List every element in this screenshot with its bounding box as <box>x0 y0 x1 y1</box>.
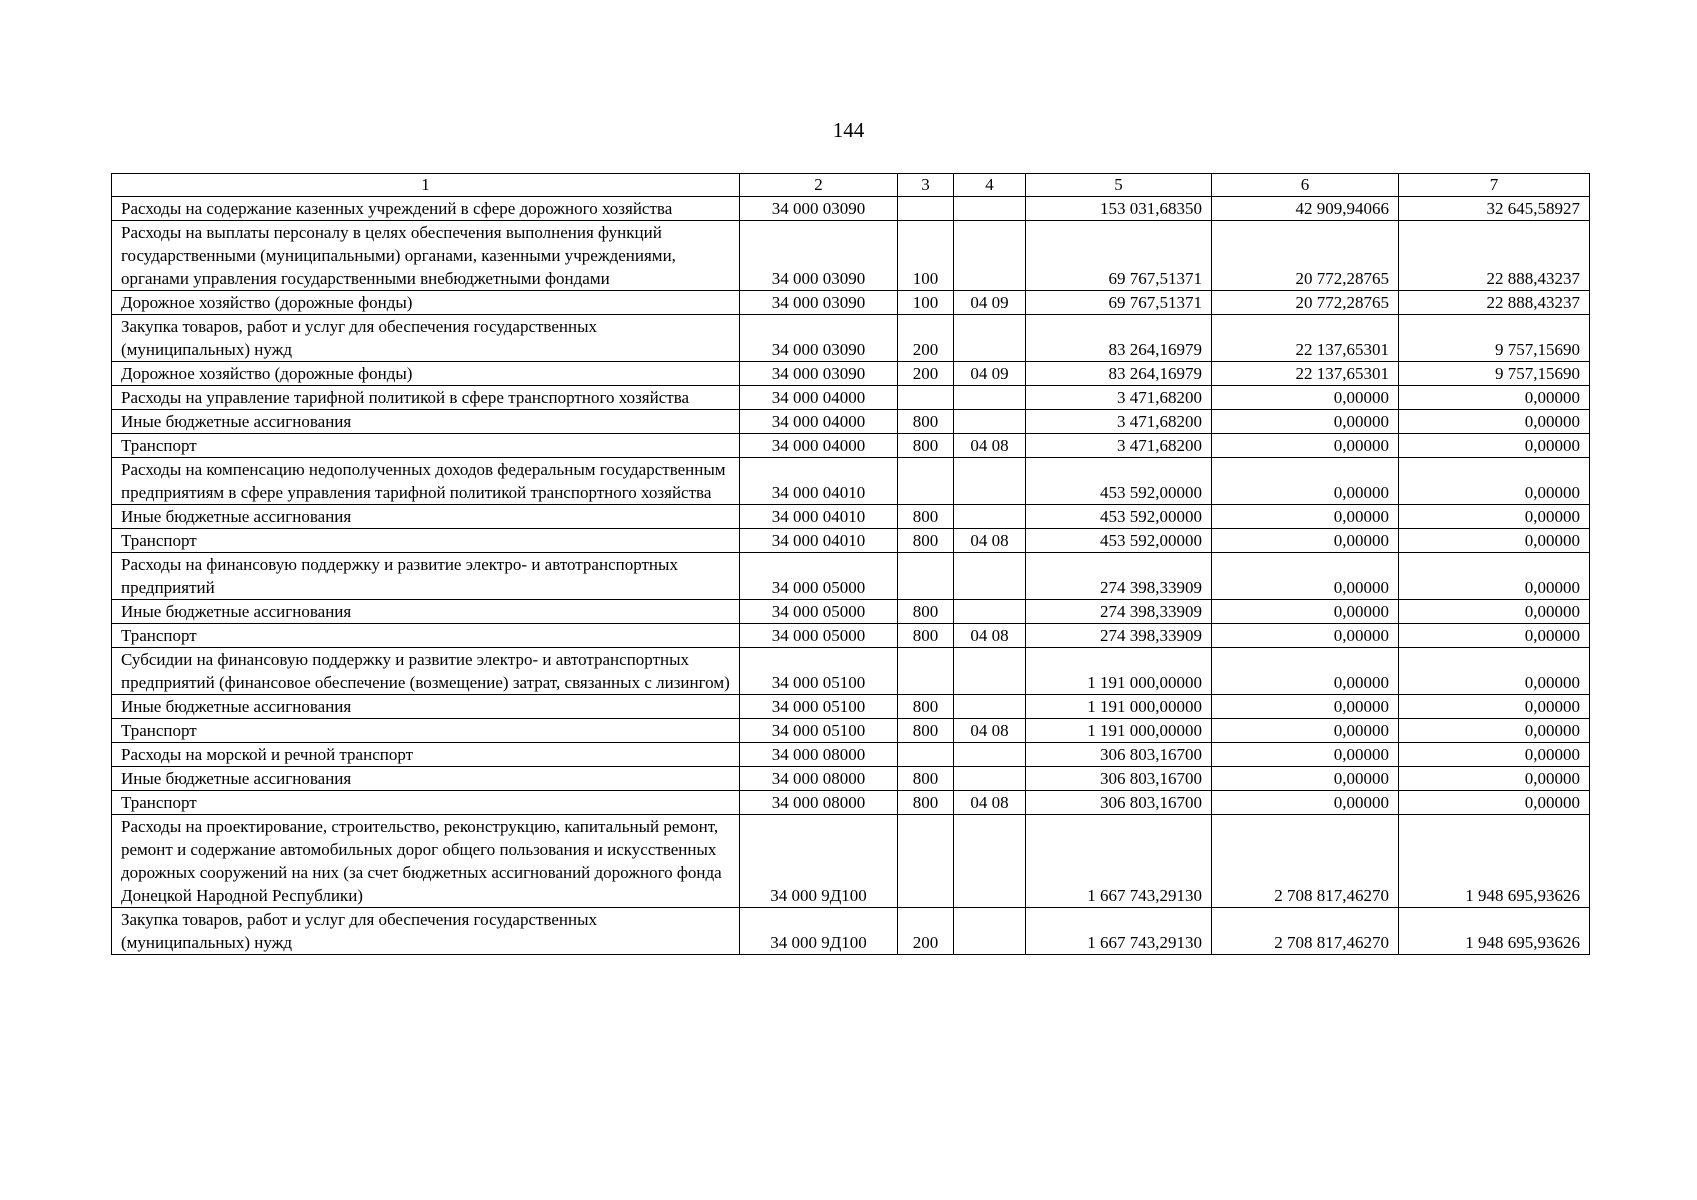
amount-year-1-cell: 1 191 000,00000 <box>1026 719 1212 743</box>
expense-type-cell: 800 <box>898 529 954 553</box>
table-row <box>112 648 1590 695</box>
target-code-cell: 34 000 04000 <box>740 434 898 458</box>
header-col-7: 7 <box>1399 174 1590 197</box>
expense-type-cell: 800 <box>898 410 954 434</box>
amount-year-3-cell: 0,00000 <box>1399 386 1590 410</box>
expense-type-cell: 100 <box>898 291 954 315</box>
target-code-cell: 34 000 05100 <box>740 695 898 719</box>
target-code-cell: 34 000 03090 <box>740 221 898 291</box>
amount-year-1-cell: 453 592,00000 <box>1026 505 1212 529</box>
amount-year-3-cell: 0,00000 <box>1399 529 1590 553</box>
table-row <box>112 386 1590 410</box>
section-code-cell: 04 08 <box>954 719 1026 743</box>
amount-year-2-cell: 0,00000 <box>1212 743 1399 767</box>
target-code-cell: 34 000 03090 <box>740 291 898 315</box>
expense-type-cell <box>898 743 954 767</box>
expense-type-cell: 800 <box>898 505 954 529</box>
table-row <box>112 434 1590 458</box>
table-body <box>112 197 1590 955</box>
section-code-cell <box>954 197 1026 221</box>
target-code-cell: 34 000 04010 <box>740 529 898 553</box>
section-code-cell <box>954 648 1026 695</box>
expense-name-cell: Транспорт <box>112 791 740 815</box>
amount-year-1-cell: 3 471,68200 <box>1026 386 1212 410</box>
amount-year-3-cell: 0,00000 <box>1399 600 1590 624</box>
section-code-cell <box>954 695 1026 719</box>
section-code-cell <box>954 767 1026 791</box>
expense-type-cell: 800 <box>898 624 954 648</box>
section-code-cell <box>954 386 1026 410</box>
target-code-cell: 34 000 03090 <box>740 315 898 362</box>
amount-year-1-cell: 453 592,00000 <box>1026 458 1212 505</box>
amount-year-1-cell: 69 767,51371 <box>1026 291 1212 315</box>
amount-year-2-cell: 22 137,65301 <box>1212 315 1399 362</box>
target-code-cell: 34 000 05000 <box>740 624 898 648</box>
table-row <box>112 529 1590 553</box>
section-code-cell <box>954 458 1026 505</box>
expense-type-cell <box>898 386 954 410</box>
amount-year-1-cell: 1 667 743,29130 <box>1026 908 1212 955</box>
section-code-cell <box>954 221 1026 291</box>
amount-year-2-cell: 20 772,28765 <box>1212 291 1399 315</box>
target-code-cell: 34 000 05100 <box>740 648 898 695</box>
section-code-cell: 04 09 <box>954 291 1026 315</box>
expense-name-cell: Закупка товаров, работ и услуг для обеспечения государственных (муниципальных) нужд <box>112 315 740 362</box>
amount-year-3-cell: 0,00000 <box>1399 458 1590 505</box>
expense-name-cell: Расходы на морской и речной транспорт <box>112 743 740 767</box>
header-col-2: 2 <box>740 174 898 197</box>
amount-year-3-cell: 0,00000 <box>1399 767 1590 791</box>
amount-year-2-cell: 0,00000 <box>1212 648 1399 695</box>
target-code-cell: 34 000 08000 <box>740 767 898 791</box>
amount-year-3-cell: 0,00000 <box>1399 624 1590 648</box>
amount-year-3-cell: 0,00000 <box>1399 743 1590 767</box>
header-col-6: 6 <box>1212 174 1399 197</box>
expense-name-cell: Иные бюджетные ассигнования <box>112 767 740 791</box>
expense-name-cell: Расходы на выплаты персоналу в целях обеспечения выполнения функций государственными (муниципальными) органами, казенными учреждениями, органами управления государственными внебюджетными фондами <box>112 221 740 291</box>
expense-name-cell: Расходы на управление тарифной политикой в сфере транспортного хозяйства <box>112 386 740 410</box>
budget-table <box>111 173 1590 955</box>
table-row <box>112 815 1590 908</box>
amount-year-1-cell: 69 767,51371 <box>1026 221 1212 291</box>
header-col-1: 1 <box>112 174 740 197</box>
page-number: 144 <box>832 118 865 142</box>
table-header <box>112 174 1590 197</box>
amount-year-2-cell: 0,00000 <box>1212 553 1399 600</box>
amount-year-3-cell: 0,00000 <box>1399 434 1590 458</box>
expense-name-cell: Расходы на компенсацию недополученных доходов федеральным государственным предприятиям в сфере управления тарифной политикой транспортного хозяйства <box>112 458 740 505</box>
target-code-cell: 34 000 03090 <box>740 197 898 221</box>
expense-name-cell: Закупка товаров, работ и услуг для обеспечения государственных (муниципальных) нужд <box>112 908 740 955</box>
amount-year-1-cell: 306 803,16700 <box>1026 743 1212 767</box>
expense-name-cell: Расходы на проектирование, строительство, реконструкцию, капитальный ремонт, ремонт и содержание автомобильных дорог общего пользования и искусственных дорожных сооружений на них (за счет бюджетных ассигнований дорожного фонда Донецкой Народной Республики) <box>112 815 740 908</box>
amount-year-1-cell: 1 191 000,00000 <box>1026 648 1212 695</box>
table-row <box>112 743 1590 767</box>
target-code-cell: 34 000 03090 <box>740 362 898 386</box>
amount-year-2-cell: 0,00000 <box>1212 434 1399 458</box>
amount-year-1-cell: 453 592,00000 <box>1026 529 1212 553</box>
expense-name-cell: Дорожное хозяйство (дорожные фонды) <box>112 362 740 386</box>
expense-name-cell: Иные бюджетные ассигнования <box>112 600 740 624</box>
table-row <box>112 695 1590 719</box>
header-col-4: 4 <box>954 174 1026 197</box>
header-col-5: 5 <box>1026 174 1212 197</box>
table-row <box>112 624 1590 648</box>
expense-name-cell: Транспорт <box>112 624 740 648</box>
table-row <box>112 908 1590 955</box>
amount-year-2-cell: 0,00000 <box>1212 410 1399 434</box>
target-code-cell: 34 000 04010 <box>740 505 898 529</box>
amount-year-3-cell: 0,00000 <box>1399 410 1590 434</box>
header-row <box>112 174 1590 197</box>
section-code-cell <box>954 815 1026 908</box>
amount-year-2-cell: 2 708 817,46270 <box>1212 908 1399 955</box>
table-row <box>112 291 1590 315</box>
amount-year-2-cell: 0,00000 <box>1212 767 1399 791</box>
amount-year-1-cell: 274 398,33909 <box>1026 624 1212 648</box>
expense-type-cell: 800 <box>898 719 954 743</box>
section-code-cell: 04 09 <box>954 362 1026 386</box>
section-code-cell <box>954 908 1026 955</box>
amount-year-1-cell: 306 803,16700 <box>1026 767 1212 791</box>
amount-year-2-cell: 0,00000 <box>1212 386 1399 410</box>
amount-year-3-cell: 0,00000 <box>1399 695 1590 719</box>
target-code-cell: 34 000 04000 <box>740 410 898 434</box>
amount-year-2-cell: 0,00000 <box>1212 458 1399 505</box>
expense-name-cell: Иные бюджетные ассигнования <box>112 410 740 434</box>
target-code-cell: 34 000 05000 <box>740 553 898 600</box>
expense-type-cell: 800 <box>898 791 954 815</box>
expense-name-cell: Субсидии на финансовую поддержку и развитие электро- и автотранспортных предприятий (финансовое обеспечение (возмещение) затрат, связанных с лизингом) <box>112 648 740 695</box>
amount-year-3-cell: 32 645,58927 <box>1399 197 1590 221</box>
amount-year-3-cell: 0,00000 <box>1399 553 1590 600</box>
amount-year-2-cell: 22 137,65301 <box>1212 362 1399 386</box>
target-code-cell: 34 000 08000 <box>740 791 898 815</box>
amount-year-3-cell: 22 888,43237 <box>1399 291 1590 315</box>
table-row <box>112 767 1590 791</box>
expense-name-cell: Расходы на содержание казенных учреждений в сфере дорожного хозяйства <box>112 197 740 221</box>
section-code-cell <box>954 505 1026 529</box>
amount-year-3-cell: 22 888,43237 <box>1399 221 1590 291</box>
expense-type-cell: 800 <box>898 600 954 624</box>
expense-name-cell: Иные бюджетные ассигнования <box>112 505 740 529</box>
table-row <box>112 719 1590 743</box>
amount-year-3-cell: 0,00000 <box>1399 719 1590 743</box>
amount-year-1-cell: 153 031,68350 <box>1026 197 1212 221</box>
amount-year-2-cell: 42 909,94066 <box>1212 197 1399 221</box>
table-row <box>112 221 1590 291</box>
amount-year-1-cell: 3 471,68200 <box>1026 434 1212 458</box>
expense-name-cell: Расходы на финансовую поддержку и развитие электро- и автотранспортных предприятий <box>112 553 740 600</box>
section-code-cell: 04 08 <box>954 624 1026 648</box>
section-code-cell <box>954 315 1026 362</box>
target-code-cell: 34 000 9Д100 <box>740 908 898 955</box>
amount-year-1-cell: 1 667 743,29130 <box>1026 815 1212 908</box>
section-code-cell: 04 08 <box>954 529 1026 553</box>
expense-type-cell <box>898 197 954 221</box>
amount-year-1-cell: 83 264,16979 <box>1026 362 1212 386</box>
amount-year-3-cell: 0,00000 <box>1399 791 1590 815</box>
amount-year-2-cell: 20 772,28765 <box>1212 221 1399 291</box>
amount-year-1-cell: 1 191 000,00000 <box>1026 695 1212 719</box>
expense-type-cell <box>898 553 954 600</box>
expense-type-cell: 800 <box>898 434 954 458</box>
section-code-cell <box>954 553 1026 600</box>
table-row <box>112 362 1590 386</box>
section-code-cell: 04 08 <box>954 791 1026 815</box>
amount-year-1-cell: 3 471,68200 <box>1026 410 1212 434</box>
amount-year-2-cell: 2 708 817,46270 <box>1212 815 1399 908</box>
amount-year-2-cell: 0,00000 <box>1212 719 1399 743</box>
expense-type-cell: 100 <box>898 221 954 291</box>
expense-type-cell: 800 <box>898 767 954 791</box>
amount-year-3-cell: 0,00000 <box>1399 505 1590 529</box>
amount-year-3-cell: 9 757,15690 <box>1399 315 1590 362</box>
target-code-cell: 34 000 04010 <box>740 458 898 505</box>
table-row <box>112 553 1590 600</box>
amount-year-3-cell: 1 948 695,93626 <box>1399 908 1590 955</box>
table-row <box>112 410 1590 434</box>
expense-type-cell <box>898 648 954 695</box>
amount-year-2-cell: 0,00000 <box>1212 529 1399 553</box>
table-row <box>112 600 1590 624</box>
amount-year-1-cell: 83 264,16979 <box>1026 315 1212 362</box>
amount-year-3-cell: 9 757,15690 <box>1399 362 1590 386</box>
section-code-cell <box>954 743 1026 767</box>
expense-type-cell <box>898 815 954 908</box>
amount-year-1-cell: 274 398,33909 <box>1026 600 1212 624</box>
expense-name-cell: Транспорт <box>112 529 740 553</box>
amount-year-1-cell: 306 803,16700 <box>1026 791 1212 815</box>
table-row <box>112 458 1590 505</box>
amount-year-1-cell: 274 398,33909 <box>1026 553 1212 600</box>
amount-year-2-cell: 0,00000 <box>1212 791 1399 815</box>
expense-name-cell: Иные бюджетные ассигнования <box>112 695 740 719</box>
target-code-cell: 34 000 08000 <box>740 743 898 767</box>
table-row <box>112 791 1590 815</box>
expense-type-cell: 800 <box>898 695 954 719</box>
target-code-cell: 34 000 05100 <box>740 719 898 743</box>
amount-year-2-cell: 0,00000 <box>1212 600 1399 624</box>
expense-name-cell: Дорожное хозяйство (дорожные фонды) <box>112 291 740 315</box>
expense-type-cell: 200 <box>898 315 954 362</box>
table-row <box>112 505 1590 529</box>
expense-name-cell: Транспорт <box>112 434 740 458</box>
target-code-cell: 34 000 9Д100 <box>740 815 898 908</box>
target-code-cell: 34 000 05000 <box>740 600 898 624</box>
section-code-cell: 04 08 <box>954 434 1026 458</box>
section-code-cell <box>954 410 1026 434</box>
target-code-cell: 34 000 04000 <box>740 386 898 410</box>
expense-type-cell: 200 <box>898 362 954 386</box>
amount-year-2-cell: 0,00000 <box>1212 624 1399 648</box>
section-code-cell <box>954 600 1026 624</box>
header-col-3: 3 <box>898 174 954 197</box>
amount-year-3-cell: 0,00000 <box>1399 648 1590 695</box>
expense-type-cell <box>898 458 954 505</box>
expense-type-cell: 200 <box>898 908 954 955</box>
table-row <box>112 315 1590 362</box>
amount-year-2-cell: 0,00000 <box>1212 505 1399 529</box>
amount-year-2-cell: 0,00000 <box>1212 695 1399 719</box>
table-row <box>112 197 1590 221</box>
expense-name-cell: Транспорт <box>112 719 740 743</box>
amount-year-3-cell: 1 948 695,93626 <box>1399 815 1590 908</box>
